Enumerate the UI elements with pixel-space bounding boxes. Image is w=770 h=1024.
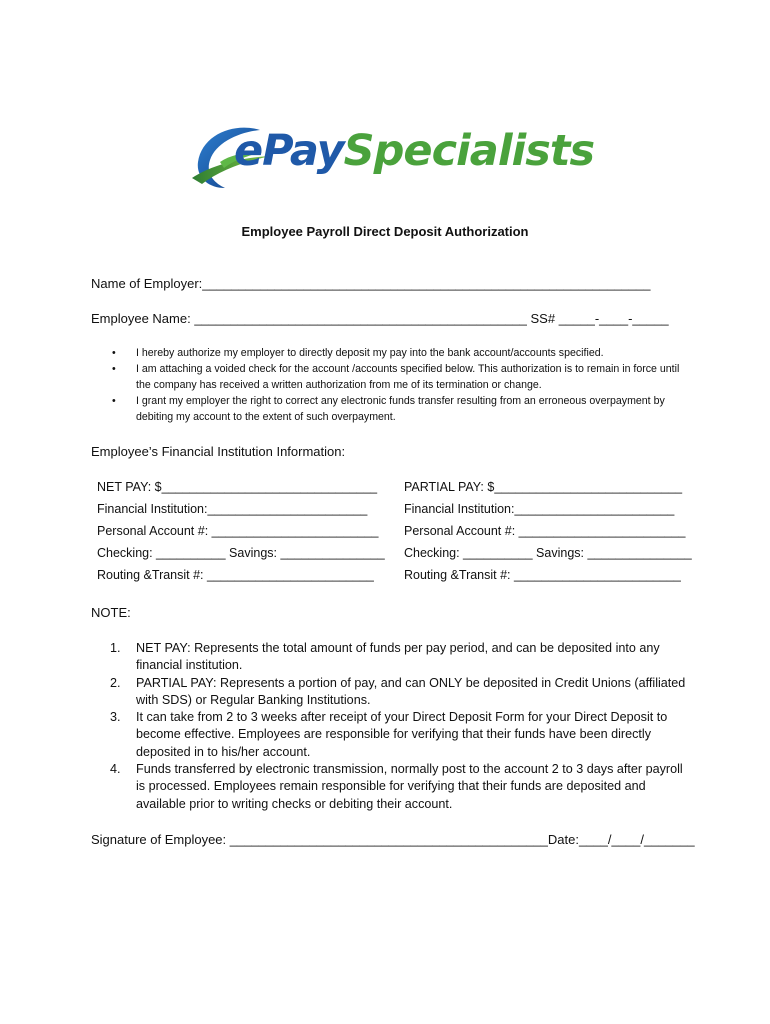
authorization-list [110, 345, 680, 425]
document-title: Employee Payroll Direct Deposit Authorization [241, 224, 529, 239]
employer-name-line: Name of Employer:______________________________________________________________ [91, 276, 651, 291]
bullet-icon: • [112, 363, 116, 375]
bullet-icon: • [112, 395, 116, 407]
partial-account-line: Personal Account #: ________________________ [404, 524, 686, 538]
net-pay-block [97, 476, 385, 586]
signature-line: Signature of Employee: ____________________________________________Date:____/____/_______ [91, 832, 695, 847]
partial-checking-savings-line: Checking: __________ Savings: _______________ [404, 546, 692, 560]
list-item: 4. Funds transferred by electronic transmission, normally post to the account 2 to 3 days after payroll is processed. Employees remain responsible for verifying that their funds are deposited and available prior to writing checks or debiting their account. [110, 762, 683, 811]
partial-institution-line: Financial Institution:_______________________ [404, 502, 675, 516]
net-account-line: Personal Account #: ________________________ [97, 524, 379, 538]
financial-info-heading: Employee’s Financial Institution Information: [91, 444, 346, 459]
net-institution-line: Financial Institution:_______________________ [97, 502, 368, 516]
note-heading: NOTE: [91, 605, 131, 620]
notes-list [110, 640, 690, 813]
employee-name-line: Employee Name: ______________________________________________ SS# _____-____-_____ [91, 311, 669, 326]
list-item: 1. NET PAY: Represents the total amount of funds per pay period, and can be deposited into any financial institution. [110, 641, 660, 673]
list-item: 3. It can take from 2 to 3 weeks after receipt of your Direct Deposit Form for your Direct Deposit to become effective. Employees are responsible for verifying that their funds have been directly deposited in to his/her account. [110, 710, 668, 759]
partial-pay-block [404, 476, 692, 586]
list-item: 2. PARTIAL PAY: Represents a portion of pay, and can ONLY be deposited in Credit Unions (affiliated with SDS) or Regular Banking Institutions. [110, 675, 686, 707]
list-item: • I grant my employer the right to correct any electronic funds transfer resulting from an erroneous overpayment by debiting my account to the extent of such overpayment. [112, 395, 665, 423]
list-item: • I hereby authorize my employer to directly deposit my pay into the bank account/accounts specified. [112, 347, 604, 359]
net-checking-savings-line: Checking: __________ Savings: _______________ [97, 546, 385, 560]
list-item: • I am attaching a voided check for the account /accounts specified below. This authorization is to remain in force until the company has received a written authorization from me of its termination or change. [112, 363, 680, 391]
company-logo [190, 122, 595, 197]
partial-pay-line: PARTIAL PAY: $___________________________ [404, 480, 683, 494]
partial-routing-line: Routing &Transit #: ________________________ [404, 568, 681, 582]
logo-wordmark: ePaySpecialists [234, 126, 595, 176]
net-routing-line: Routing &Transit #: ________________________ [97, 568, 374, 582]
bullet-icon: • [112, 347, 116, 359]
net-pay-line: NET PAY: $_______________________________ [97, 480, 378, 494]
